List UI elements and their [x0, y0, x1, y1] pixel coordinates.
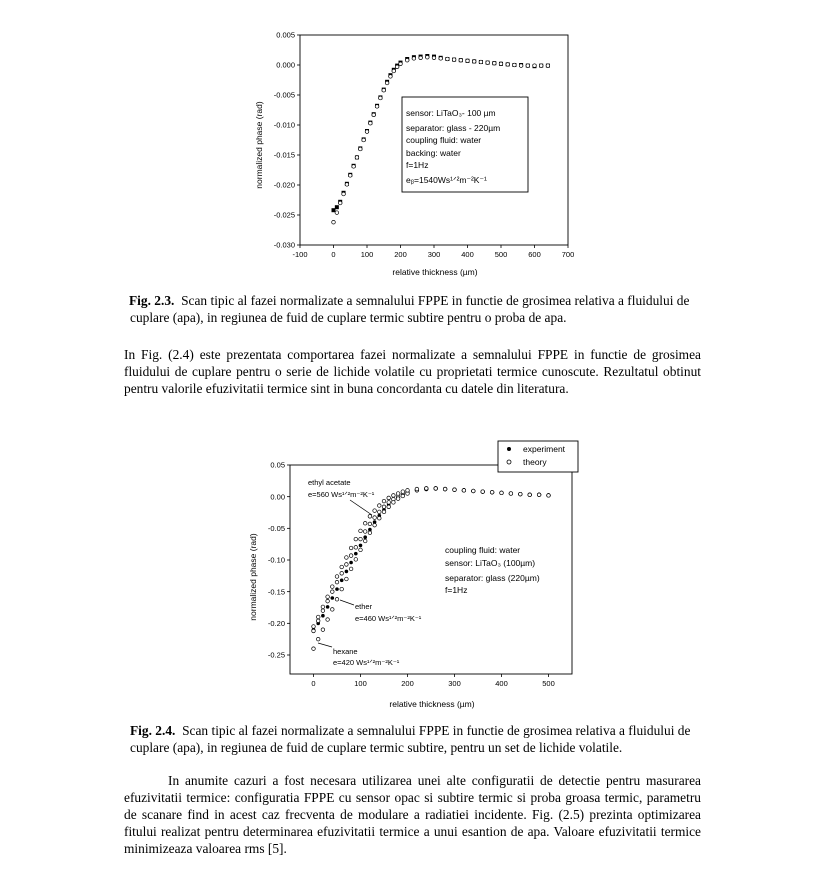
data-point	[354, 552, 358, 556]
x-tick-label: -100	[292, 250, 308, 259]
y-tick-label: -0.25	[267, 650, 285, 660]
data-point	[354, 558, 358, 562]
data-point	[387, 496, 391, 500]
y-tick-label: -0.015	[273, 150, 295, 160]
info-line: eᵦ=1540Ws¹ᐟ²m⁻²K⁻¹	[406, 175, 487, 185]
data-point	[406, 489, 410, 493]
y-axis-label: normalized phase (rad)	[254, 101, 264, 189]
paragraph-1: In Fig. (2.4) este prezentata comportarea fazei normalizate a semnalului FPPE in functie de grosimea fluidului de cuplare pentru o serie de lichide volatile cu proprietati termice cunoscute. Rezultatul obtinut pentru valorile efuzivitatii termice sint in buna concordanta cu datele din literatura.	[124, 347, 701, 396]
data-point	[345, 570, 349, 574]
y-tick-label: -0.030	[273, 240, 295, 250]
data-point	[316, 637, 320, 641]
data-point	[326, 595, 330, 599]
data-point	[373, 523, 377, 527]
data-point	[373, 509, 377, 513]
x-tick-label: 200	[394, 250, 407, 259]
y-axis-label: normalized phase (rad)	[248, 533, 258, 621]
data-point	[354, 537, 358, 541]
annotation-hexane	[318, 643, 400, 667]
data-point	[331, 608, 335, 612]
data-point	[335, 597, 339, 601]
data-point	[453, 488, 457, 492]
legend	[498, 441, 578, 472]
data-point	[312, 629, 316, 633]
data-point	[472, 489, 476, 493]
data-point	[326, 618, 330, 622]
data-point	[382, 510, 386, 514]
annotation-name: ethyl acetate	[308, 478, 351, 487]
x-tick-label: 100	[354, 679, 367, 688]
data-point	[316, 619, 320, 623]
y-tick-label: 0.00	[270, 492, 285, 502]
data-point	[401, 490, 405, 494]
data-point	[368, 531, 372, 535]
x-tick-label: 0	[331, 250, 336, 259]
x-tick-label: 200	[401, 679, 414, 688]
data-point	[368, 515, 372, 519]
y-tick-label: -0.010	[273, 120, 295, 130]
x-tick-label: 300	[448, 679, 461, 688]
info-line: f=1Hz	[445, 585, 468, 595]
x-tick-label: 600	[528, 250, 541, 259]
info-line: coupling fluid: water	[445, 545, 521, 555]
data-point	[359, 529, 363, 533]
series-2	[312, 487, 551, 651]
x-tick-label: 700	[561, 250, 575, 259]
data-point	[481, 490, 485, 494]
y-tick-label: -0.10	[267, 555, 285, 565]
data-point	[500, 491, 504, 495]
legend-marker-filled	[507, 447, 511, 451]
data-point	[349, 554, 353, 558]
data-point	[401, 494, 405, 498]
annotation-name: ether	[355, 602, 373, 611]
data-point	[312, 647, 316, 651]
data-point	[335, 580, 339, 584]
data-point	[387, 505, 391, 509]
x-tick-label: 400	[495, 679, 508, 688]
data-point	[345, 577, 349, 581]
y-tick-label: 0.005	[276, 30, 295, 40]
data-point	[537, 493, 541, 497]
data-point	[396, 492, 400, 496]
data-point	[316, 615, 320, 619]
y-tick-label: -0.020	[273, 180, 295, 190]
y-tick-label: -0.025	[273, 210, 295, 220]
data-point	[331, 596, 335, 600]
annotation-arrow	[350, 500, 372, 515]
data-point	[490, 490, 494, 494]
figure-2-4-caption	[130, 722, 710, 756]
data-point	[387, 501, 391, 505]
info-line: sensor: LiTaO₃- 100 µm	[406, 108, 496, 118]
x-tick-label: 500	[494, 250, 508, 259]
caption-label: Fig. 2.4.	[130, 723, 176, 738]
data-point	[378, 504, 382, 508]
data-point	[335, 575, 339, 579]
data-point	[331, 590, 335, 594]
data-point	[359, 544, 363, 548]
paragraph-2: In anumite cazuri a fost necesara utilizarea unei alte configuratii de detectie pentru masurarea efuzivitatii termice: configuratia FPPE cu sensor opac si subtire termic si proba groasa termic, parametru de scanare find in acest caz frecventa de modulare a radiatiei incidente. Fig. (2.5) prezinta optimizarea fitului realizat pentru determinarea efuzivitatii termice a unui esantion de apa. Valoare efuzivitatii termice minimizeaza valoarea rms [5].	[124, 773, 701, 856]
x-tick-label: 100	[360, 250, 374, 259]
data-point	[349, 567, 353, 571]
info-line: coupling fluid: water	[406, 135, 482, 145]
annotation-value: e=460 Ws¹ᐟ²m⁻²K⁻¹	[355, 614, 422, 623]
x-tick-label: 500	[542, 679, 555, 688]
y-tick-label: -0.15	[267, 587, 285, 597]
annotation-ethyl-acetate	[308, 478, 375, 515]
data-point	[528, 493, 532, 497]
y-tick-label: -0.005	[273, 90, 295, 100]
data-point	[519, 492, 523, 496]
data-point	[415, 487, 419, 491]
legend-label: theory	[523, 457, 547, 467]
data-point	[321, 609, 325, 613]
y-tick-label: 0.05	[270, 460, 285, 470]
data-point	[340, 587, 344, 591]
data-point	[326, 605, 330, 609]
legend-label: experiment	[523, 444, 566, 454]
y-tick-label: -0.05	[267, 523, 285, 533]
data-point	[378, 510, 382, 514]
x-tick-label: 0	[311, 679, 316, 688]
caption-label: Fig. 2.3.	[129, 293, 175, 308]
data-point	[363, 539, 367, 543]
data-point	[326, 599, 330, 603]
info-line: separator: glass - 220µm	[406, 123, 501, 133]
data-point	[425, 487, 429, 491]
info-line: sensor: LiTaO₃ (100µm)	[445, 558, 536, 568]
data-point	[434, 487, 438, 491]
annotation-arrow	[318, 643, 332, 647]
legend-marker-open	[507, 460, 511, 464]
data-series	[312, 487, 551, 651]
data-point	[363, 535, 367, 539]
data-point	[392, 494, 396, 498]
data-point	[443, 487, 447, 491]
x-axis-label: relative thickness (µm)	[392, 267, 478, 277]
data-point	[462, 489, 466, 493]
data-point	[396, 497, 400, 501]
data-point	[382, 505, 386, 509]
annotation-value: e=560 Ws¹ᐟ²m⁻²K⁻¹	[308, 490, 375, 499]
x-tick-label: 400	[461, 250, 474, 259]
info-line: f=1Hz	[406, 160, 429, 170]
data-point	[312, 625, 316, 629]
data-point	[392, 501, 396, 505]
data-point	[340, 565, 344, 569]
data-point	[359, 537, 363, 541]
y-tick-label: -0.20	[267, 618, 285, 628]
data-point	[349, 561, 353, 565]
data-point	[373, 516, 377, 520]
data-point	[335, 587, 339, 591]
annotation-name: hexane	[333, 647, 358, 656]
info-line: backing: water	[406, 148, 461, 158]
experiment-info	[445, 545, 540, 595]
caption-text: Scan tipic al fazei normalizate a semnalului FPPE in functie de grosimea relativa a fluidului de cuplare (apa), in regiunea de fuid de cuplare termic subtire pentru o proba de apa.	[130, 293, 690, 325]
x-axis-label: relative thickness (µm)	[389, 699, 475, 709]
data-point	[547, 494, 551, 498]
data-point	[368, 522, 372, 526]
data-point	[340, 572, 344, 576]
data-point	[363, 530, 367, 534]
data-point	[354, 546, 358, 550]
x-tick-label: 300	[427, 250, 441, 259]
data-point	[340, 578, 344, 582]
info-line: separator: glass (220µm)	[445, 573, 540, 583]
data-point	[321, 628, 325, 632]
data-point	[321, 614, 325, 618]
data-point	[382, 499, 386, 503]
data-point	[321, 605, 325, 609]
annotation-ether	[340, 600, 422, 623]
data-point	[345, 556, 349, 560]
data-point	[509, 492, 513, 496]
data-point	[359, 548, 363, 552]
data-point	[363, 521, 367, 525]
caption-text: Scan tipic al fazei normalizate a semnalului FPPE in functie de grosimea relativa a fluidului de cuplare (apa), in regiunea de fuid de cuplare termic subtire, pentru un set de lichide volatile.	[130, 723, 691, 755]
annotation-arrow	[340, 600, 354, 605]
annotation-value: e=420 Ws¹ᐟ²m⁻²K⁻¹	[333, 658, 400, 667]
data-point	[345, 563, 349, 567]
data-point	[378, 516, 382, 520]
data-point	[349, 546, 353, 550]
data-point	[331, 585, 335, 589]
y-tick-label: 0.000	[276, 60, 295, 70]
